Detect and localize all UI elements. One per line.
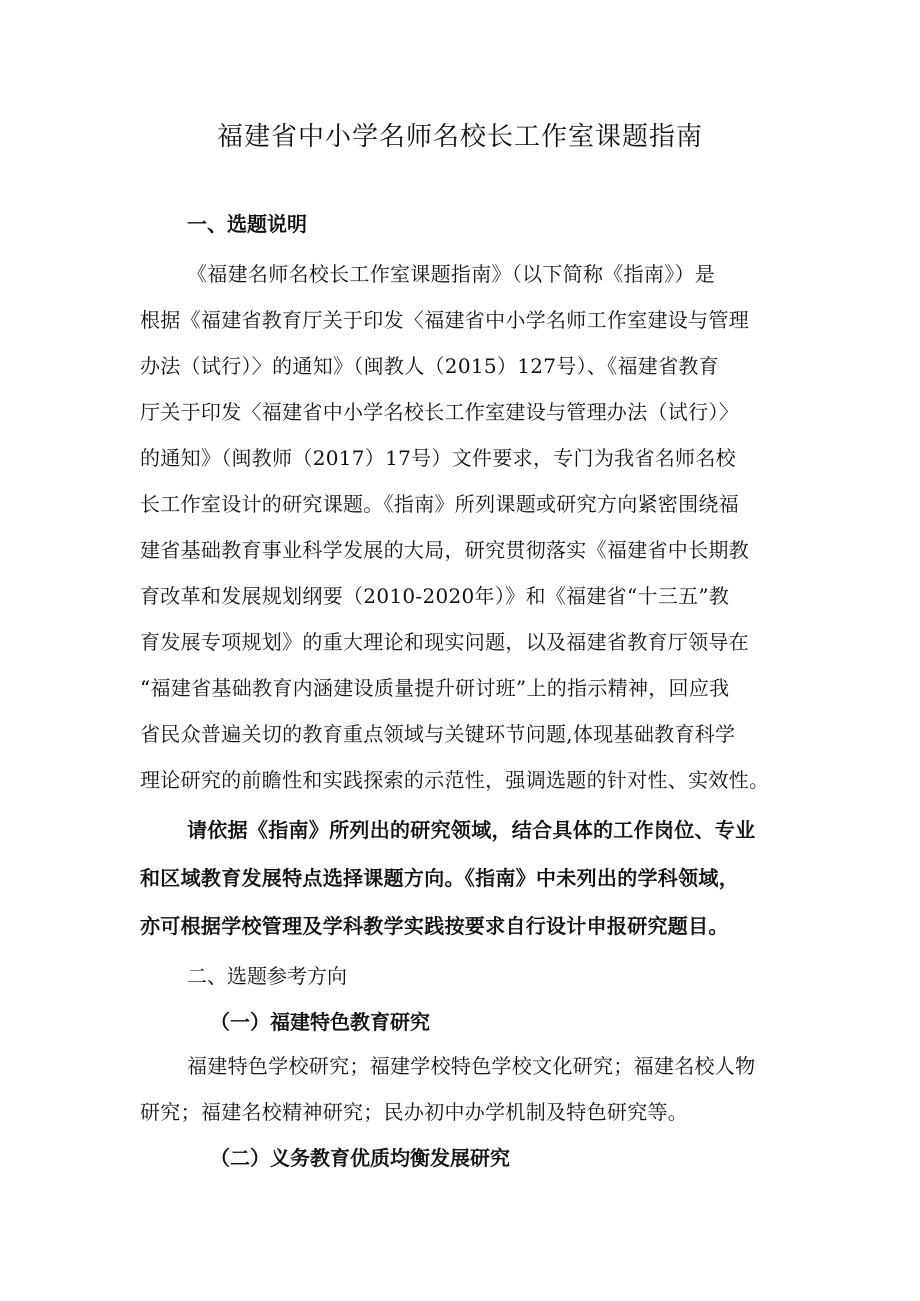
section-heading-2: 二、选题参考方向	[187, 964, 347, 988]
paragraph-line: 研究；福建名校精神研究；民办初中办学机制及特色研究等。	[140, 1100, 689, 1124]
paragraph-line: 根据《福建省教育厅关于印发〈福建省中小学名师工作室建设与管理	[140, 308, 749, 332]
emphasis-line: 请依据《指南》所列出的研究领域，结合具体的工作岗位、专业	[187, 818, 756, 842]
subsection-heading-1: （一）福建特色教育研究	[210, 1010, 430, 1034]
paragraph-line: 省民众普遍关切的教育重点领域与关键环节问题,体现基础教育科学	[140, 722, 736, 746]
paragraph-line: 育发展专项规划》的重大理论和现实问题，以及福建省教育厅领导在	[140, 630, 749, 654]
paragraph-line: 《福建名师名校长工作室课题指南》（以下简称《指南》）是	[187, 262, 716, 286]
paragraph-line: 长工作室设计的研究课题。《指南》所列课题或研究方向紧密围绕福	[140, 492, 739, 516]
emphasis-line: 亦可根据学校管理及学科教学实践按要求自行设计申报研究题目。	[140, 914, 729, 938]
paragraph-line: 的通知》（闽教师（2017）17号）文件要求，专门为我省名师名校	[140, 446, 736, 470]
paragraph-line: 理论研究的前瞻性和实践探索的示范性，强调选题的针对性、实效性。	[140, 768, 770, 792]
paragraph-line: “福建省基础教育内涵建设质量提升研讨班”上的指示精神，回应我	[140, 676, 730, 700]
paragraph-line: 育改革和发展规划纲要（2010-2020年）》和《福建省“十三五”教	[140, 584, 730, 608]
paragraph-line: 建省基础教育事业科学发展的大局，研究贯彻落实《福建省中长期教	[140, 538, 749, 562]
paragraph-line: 福建特色学校研究；福建学校特色学校文化研究；福建名校人物	[187, 1054, 756, 1078]
section-heading-1: 一、选题说明	[187, 212, 307, 236]
emphasis-line: 和区域教育发展特点选择课题方向。《指南》中未列出的学科领域，	[140, 866, 739, 890]
document-title: 福建省中小学名师名校长工作室课题指南	[216, 122, 703, 152]
subsection-heading-2: （二）义务教育优质均衡发展研究	[210, 1146, 510, 1170]
paragraph-line: 厅关于印发〈福建省中小学名校长工作室建设与管理办法（试行）〉	[140, 400, 739, 424]
paragraph-line: 办法（试行）〉的通知》（闽教人（2015）127号）、《福建省教育	[140, 354, 719, 378]
